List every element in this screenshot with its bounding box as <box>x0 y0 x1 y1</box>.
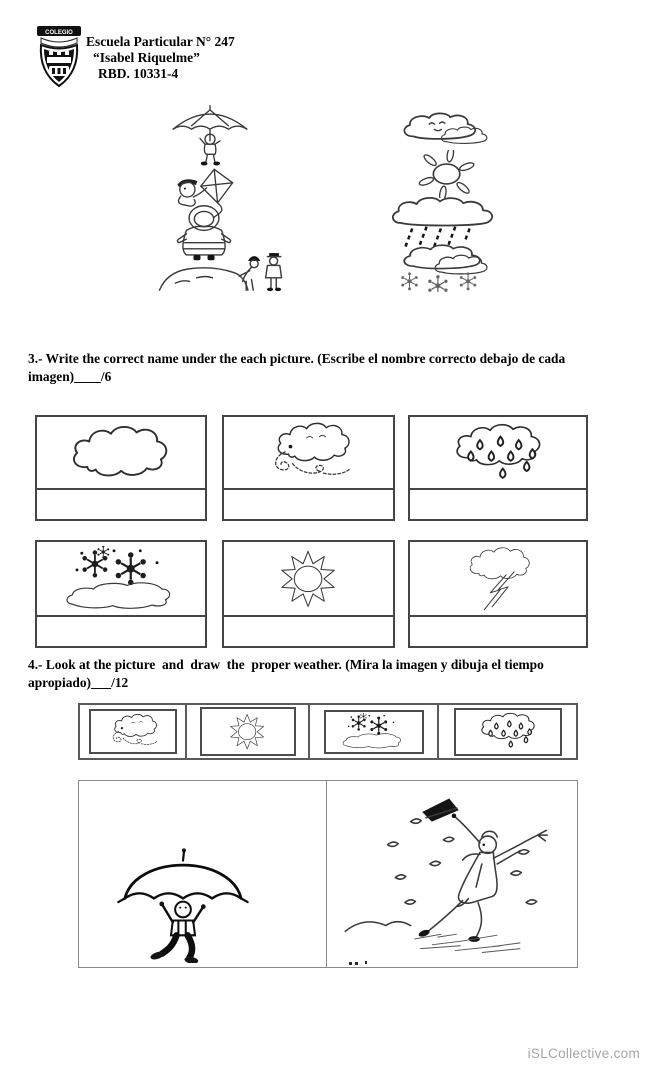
cropped-text-artifact <box>349 962 352 965</box>
draw-box-umbrella-scene <box>79 781 327 967</box>
cropped-text-artifact <box>365 961 367 964</box>
exercise4-instruction <box>28 656 632 692</box>
windy-picture <box>224 417 393 488</box>
islcollective-watermark: iSLCollective.com <box>527 1046 640 1061</box>
school-logo <box>33 24 85 88</box>
answer-writing-area <box>224 615 393 646</box>
exercise4-score-blank: ___/12 <box>91 675 129 690</box>
sunny-reference-picture <box>200 707 296 756</box>
reference-cell-windy <box>80 705 187 758</box>
man-in-strong-wind-picture <box>331 787 575 965</box>
answer-writing-area <box>410 488 586 519</box>
stormy-picture <box>410 542 586 615</box>
exercise3-instruction <box>28 350 632 386</box>
exercise3-number: 3.- <box>28 351 43 366</box>
picture-card-hail <box>408 415 588 521</box>
windy-reference-picture <box>89 709 177 754</box>
snowy-weather-picture <box>390 244 492 292</box>
reference-cell-snowy <box>310 705 439 758</box>
exercise4-text-en: Look at the picture and draw the proper weather. <box>45 657 342 672</box>
cloudy-weather-picture <box>396 110 492 154</box>
exercise3-text-en: Write the correct name under the each picture. <box>45 351 314 366</box>
weather-reference-strip <box>78 703 578 760</box>
snowy-reference-picture <box>324 710 424 754</box>
school-name: Escuela Particular N° 247 <box>86 34 235 49</box>
hail-reference-picture <box>454 708 562 756</box>
answer-writing-area <box>37 488 205 519</box>
school-subtitle: “Isabel Riquelme” <box>93 50 200 65</box>
child-with-umbrella-picture <box>166 104 254 166</box>
sunny-weather-picture <box>404 150 490 198</box>
children-playing-in-snow-picture <box>156 246 301 292</box>
school-header <box>86 34 235 82</box>
exercise3-text-es: (Escribe el nombre correcto debajo de cada imagen) <box>28 351 569 384</box>
rainy-weather-picture <box>388 196 500 248</box>
picture-card-stormy <box>408 540 588 648</box>
draw-box-windy-scene <box>327 781 577 967</box>
answer-writing-area <box>37 615 205 646</box>
picture-card-sunny <box>222 540 395 648</box>
snowy-picture <box>37 542 205 615</box>
picture-card-snowy <box>35 540 207 648</box>
exercise3-score-blank: ____/6 <box>74 369 112 384</box>
sunny-picture <box>224 542 393 615</box>
school-crest-icon <box>33 24 85 88</box>
exercise4-number: 4.- <box>28 657 43 672</box>
cropped-text-artifact <box>355 962 358 965</box>
hail-picture <box>410 417 586 488</box>
picture-card-windy <box>222 415 395 521</box>
school-rbd: RBD. 10331-4 <box>98 66 179 81</box>
picture-card-cloudy <box>35 415 207 521</box>
answer-writing-area <box>224 488 393 519</box>
reference-cell-sunny <box>187 705 310 758</box>
man-with-umbrella-picture <box>113 843 253 963</box>
logo-banner-text: COLEGIO <box>45 30 73 36</box>
exercise4-text-es: (Mira la imagen y dibuja el tiempo apropiado) <box>28 657 548 690</box>
cloudy-picture <box>37 417 205 488</box>
reference-cell-hail <box>439 705 576 758</box>
answer-writing-area <box>410 615 586 646</box>
drawing-boxes <box>78 780 578 968</box>
